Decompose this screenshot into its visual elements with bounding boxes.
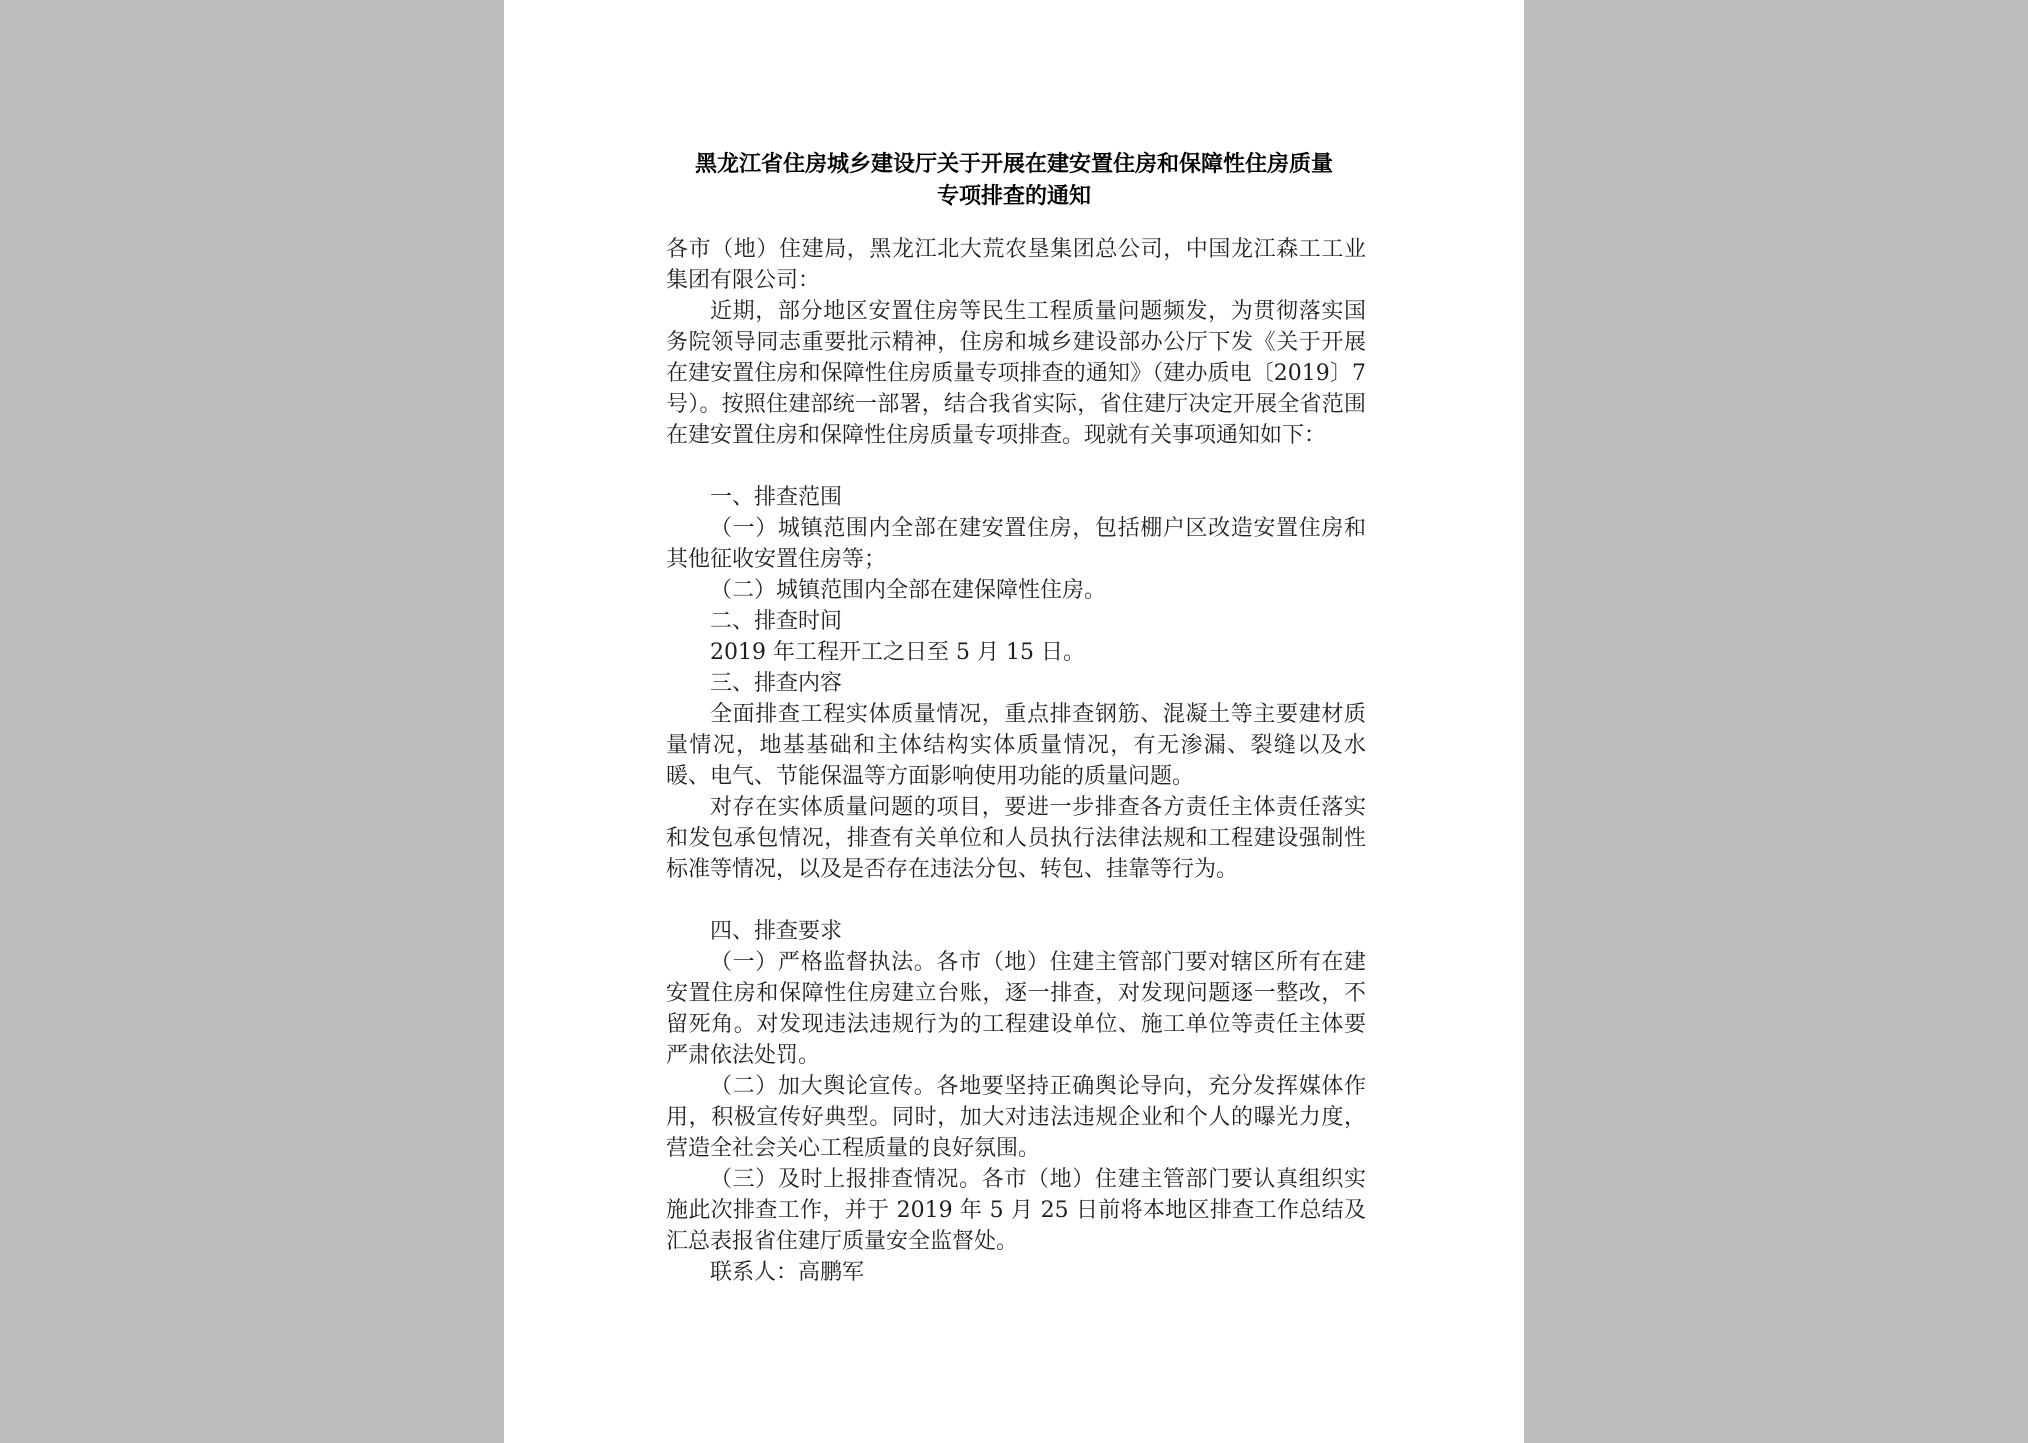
section-4-item-2: （二）加大舆论宣传。各地要坚持正确舆论导向，充分发挥媒体作用，积极宣传好典型。同时，加大对违法违规企业和个人的曝光力度，营造全社会关心工程质量的良好氛围。 bbox=[666, 1074, 1366, 1161]
section-2-text: 2019 年工程开工之日至 5 月 15 日。 bbox=[710, 640, 1085, 665]
addressee-paragraph: 各市（地）住建局，黑龙江北大荒农垦集团总公司，中国龙江森工工业集团有限公司： bbox=[666, 237, 1366, 293]
section-1-heading: 一、排查范围 bbox=[710, 485, 843, 510]
section-1-item-1: （一）城镇范围内全部在建安置住房，包括棚户区改造安置住房和其他征收安置住房等； bbox=[666, 516, 1366, 572]
section-4-item-3: （三）及时上报排查情况。各市（地）住建主管部门要认真组织实施此次排查工作，并于 2019 年 5 月 25 日前将本地区排查工作总结及汇总表报省住建厅质量安全监督处。 bbox=[666, 1167, 1366, 1254]
section-4-heading: 四、排查要求 bbox=[710, 919, 843, 944]
contact-line: 联系人：高鹏军 bbox=[710, 1260, 865, 1285]
section-4-item-1: （一）严格监督执法。各市（地）住建主管部门要对辖区所有在建安置住房和保障性住房建立台账，逐一排查，对发现问题逐一整改，不留死角。对发现违法违规行为的工程建设单位、施工单位等责任主体要严肃依法处罚。 bbox=[666, 950, 1366, 1068]
document-page bbox=[504, 0, 1524, 1443]
section-1-item-2: （二）城镇范围内全部在建保障性住房。 bbox=[710, 578, 1107, 603]
intro-paragraph: 近期，部分地区安置住房等民生工程质量问题频发，为贯彻落实国务院领导同志重要批示精神，住房和城乡建设部办公厅下发《关于开展在建安置住房和保障性住房质量专项排查的通知》（建办质电〔2019〕7 号）。按照住建部统一部署，结合我省实际，省住建厅决定开展全省范围在建安置住房和保障性住房质量专项排查。现就有关事项通知如下： bbox=[666, 299, 1366, 448]
document-title-line-1: 黑龙江省住房城乡建设厅关于开展在建安置住房和保障性住房质量 bbox=[694, 151, 1333, 177]
section-3-paragraph-1: 全面排查工程实体质量情况，重点排查钢筋、混凝土等主要建材质量情况，地基基础和主体结构实体质量情况，有无渗漏、裂缝以及水暖、电气、节能保温等方面影响使用功能的质量问题。 bbox=[666, 702, 1366, 789]
section-2-heading: 二、排查时间 bbox=[710, 609, 843, 634]
section-3-paragraph-2: 对存在实体质量问题的项目，要进一步排查各方责任主体责任落实和发包承包情况，排查有关单位和人员执行法律法规和工程建设强制性标准等情况，以及是否存在违法分包、转包、挂靠等行为。 bbox=[666, 795, 1366, 882]
document-title-line-2: 专项排查的通知 bbox=[936, 183, 1091, 209]
section-3-heading: 三、排查内容 bbox=[710, 671, 843, 696]
